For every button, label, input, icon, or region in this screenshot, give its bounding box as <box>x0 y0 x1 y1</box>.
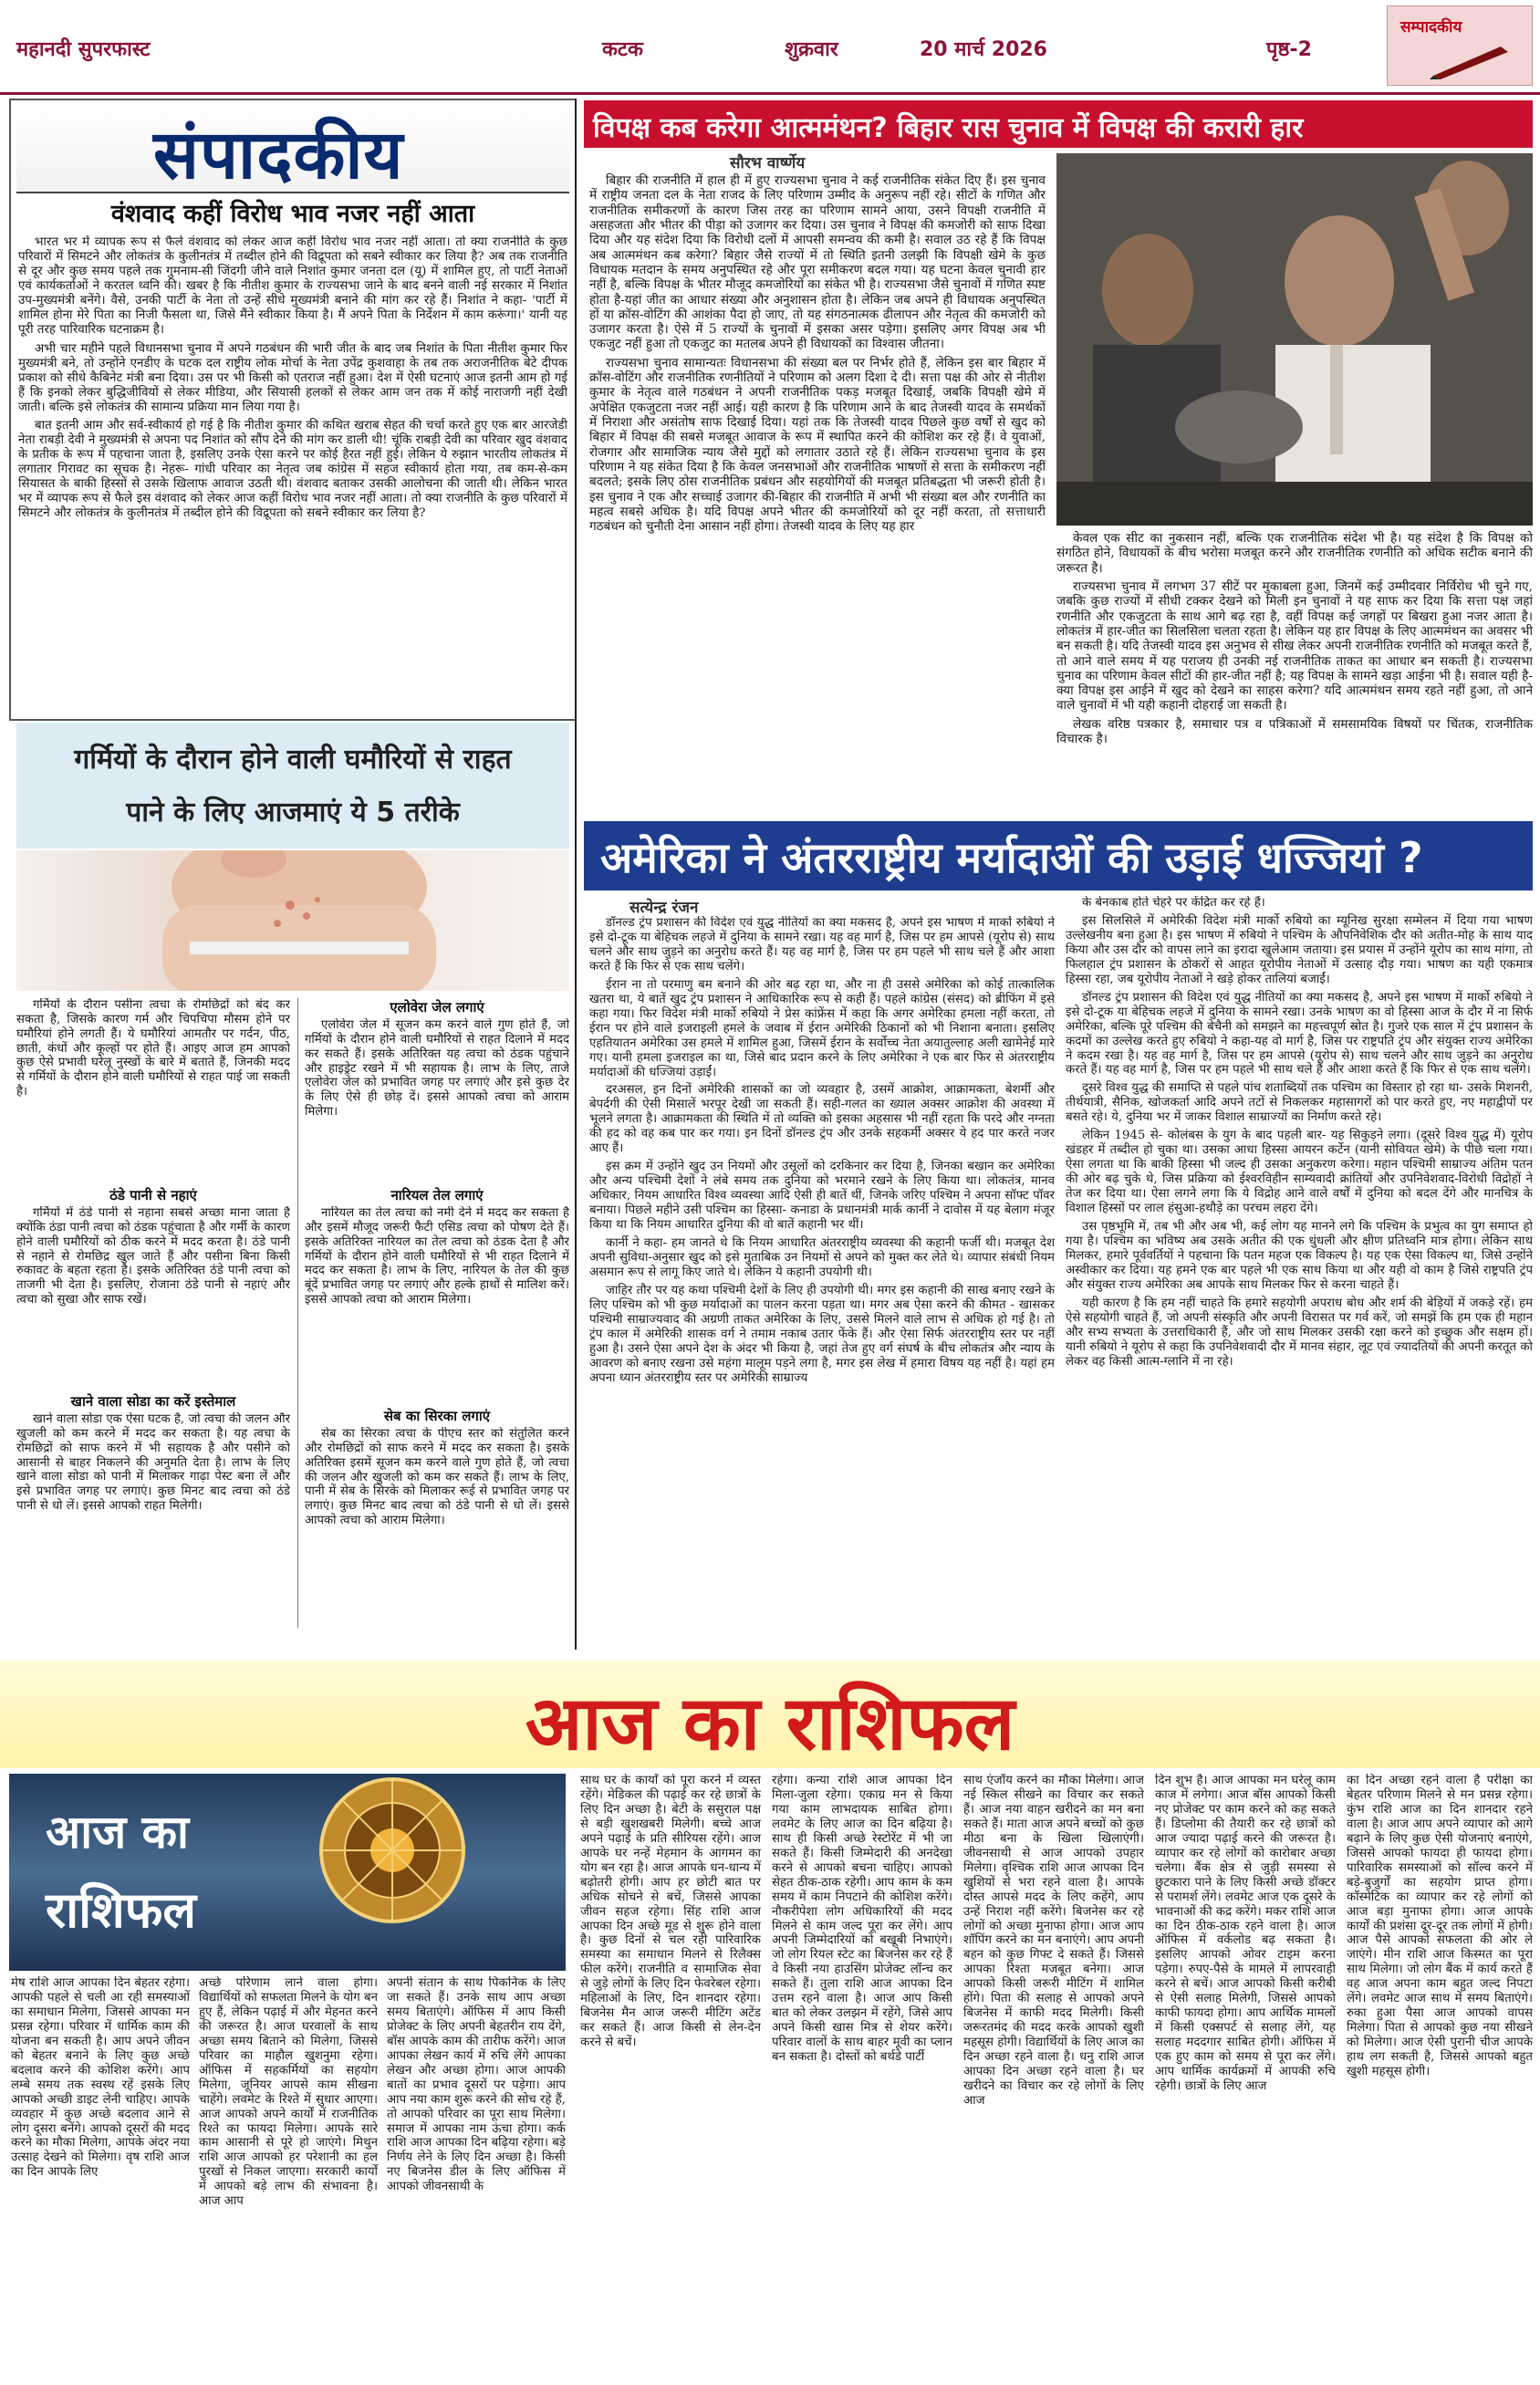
america-headline-bar <box>584 821 1533 890</box>
bihar-headline-bar <box>584 100 1533 148</box>
editorial-masthead-text: संपादकीय <box>153 116 404 194</box>
tip-heading-4: नारियल तेल लगाएं <box>390 1187 484 1203</box>
bihar-photo <box>1056 153 1533 526</box>
america-column-2 <box>1066 896 1533 1651</box>
pen-icon <box>1428 39 1519 81</box>
editorial-logo-text: सम्पादकीय <box>1400 18 1462 36</box>
woman-back-illustration <box>16 850 569 991</box>
health-headline-line-1: गर्मियों के दौरान होने वाली घमौरियों से राहत <box>74 744 512 776</box>
health-photo <box>16 850 569 991</box>
editorial-masthead <box>16 102 569 193</box>
editorial-title: वंशवाद कहीं विरोध भाव नजर नहीं आता <box>110 200 475 228</box>
bihar-byline: सौरभ वार्ष्णेय <box>730 154 806 172</box>
bihar-column-1 <box>589 173 1046 812</box>
america-column-1 <box>589 916 1055 1651</box>
weekday: शुक्रवार <box>785 38 838 61</box>
newspaper-name: महानदी सुपरफास्ट <box>16 38 151 61</box>
horoscope-column-3: अपनी संतान के साथ पिकनिक के लिए जा सकते हैं। उनके साथ आप अच्छा समय बिताएंगे। ऑफिस में आप किसी प्रोजेक्ट के लिए अपनी बेहतरीन राय देंगे, बॉस आपके काम की तारीफ करेंगे। आज आपका लेखन कार्य में रुचि लेंगे आपका लेखन और अच्छा होगा। आज आपकी बातों का प्रभाव दूसरों पर पड़ेगा। आप आप नया काम शुरू करने की सोच रहे हैं, तो आपको परिवार का पूरा साथ मिलेगा। समाज में आपका नाम ऊंचा होगा। कर्क राशि आज आपका दिन बढ़िया रहेगा। बड़े निर्णय लेने के लिए दिन अच्छा है। किसी नए बिजनेस डील के लिए ऑफिस में आपको जीवनसाथी के <box>387 1976 566 2194</box>
issue-date: 20 मार्च 2026 <box>920 38 1047 61</box>
editorial-paragraph: बात इतनी आम और सर्व-स्वीकार्य हो गई है कि नीतीश कुमार की कथित खराब सेहत की चर्चा करते हुए एक बार आरजेडी नेता राबड़ी देवी ने मुख्यमंत्री से अपना पद निशांत को सौंप देने की मांग कर डाली थी! चूंकि राबड़ी देवी का परिवार खुद वंशवाद के प्रतीक के रूप में पहचाना जाता है, इसलिए उनके ऐसा करने पर कोई हैरत नहीं हुई। लेकिन ये रुझान भारतीय लोकतंत्र में लगातार गिरावट का सूचक है। नेहरू- गांधी परिवार का नेतृत्व जब कांग्रेस में सहज स्वीकार्य होता गया, तब कम-से-कम सियासत के बाकी हिस्सों से उसके खिलाफ आवाज उठती थी। वंशवाद बताकर उसकी आलोचना की जाती थी। लेकिन भारत भर में व्यापक रूप से फैले इस वंशवाद को लेकर आज कहीं विरोध भाव नजर नहीं आता। तो क्या राजनीति के कुछ परिवारों में सिमटने और लोकतंत्र के कुलीनतंत्र में तब्दील होने की विद्रूपता को सबने स्वीकार कर लिया है? <box>18 418 567 521</box>
horoscope-column-6: साथ एंजॉय करने का मौका मिलेगा। आज नई स्किल सीखने का विचार कर सकते हैं। आज नया वाहन खरीदने का मन बना सकते हैं। माता आज अपने बच्चों को कुछ मीठा बना के खिला खिलाएंगी। जीवनसाथी से आज आपको उपहार मिलेगा। वृश्चिक राशि आज आपका दिन खुशियों से भरा रहने वाला है। आपके दोस्त आपसे मदद के लिए कहेंगे, आप उन्हें निराश नहीं करेंगे। बिजनेस कर रहे लोगों को अच्छा मुनाफा होगा। आज आप शॉपिंग करने का मन बनाएंगे। आप अपनी बहन को कुछ गिफ्ट दे सकते हैं। जिससे आपका रिश्ता मजबूत बनेगा। आज आपको किसी जरूरी मीटिंग में शामिल होंगे। पिता की सलाह से आपको अपने बिजनेस में काफी मदद मिलेगी। किसी जरूरतमंद की मदद करके आपको खुशी महसूस होगी। विद्यार्थियों के लिए आज का दिन अच्छा रहने वाला है। धनु राशि आज आपका दिन अच्छा रहने वाला है। घर खरीदने का विचार कर रहे लोगों के लिए आज <box>963 1774 1144 2108</box>
editorial-border-bottom <box>9 719 575 721</box>
tip-heading-2: खाने वाला सोडा का करें इस्तेमाल <box>70 1393 236 1410</box>
bihar-headline: विपक्ष कब करेगा आत्ममंथन? बिहार रास चुनाव में विपक्ष की करारी हार <box>593 112 1304 144</box>
tip-heading-5: सेब का सिरका लगाएं <box>383 1408 491 1424</box>
bihar-paragraph: केवल एक सीट का नुकसान नहीं, बल्कि एक राजनीतिक संदेश भी है। यह संदेश है कि विपक्ष को संगठित होने, विधायकों के बीच भरोसा मजबूत करने और राजनीतिक रणनीति को अधिक सटीक बनाने की जरूरत है। <box>1056 531 1533 576</box>
bihar-column-2 <box>1056 531 1533 805</box>
america-paragraph: दूसरे विश्व युद्ध की समाप्ति से पहले पांच शताब्दियों तक पश्चिम का विस्तार हो रहा था- उसके मिशनरी, तीर्थयात्री, सैनिक, खोजकर्ता आदि अपने तटों से निकलकर महासागरों को पार करते हुए, नए महाद्वीपों पर बसते रहे। ये, दुनिया भर में जाकर विशाल साम्राज्यों का निर्माण करते रहे। <box>1066 1081 1533 1125</box>
page-header <box>0 0 1540 95</box>
horoscope-banner <box>0 1661 1540 1768</box>
bihar-paragraph: राज्यसभा चुनाव सामान्यतः विधानसभा की संख्या बल पर निर्भर होते हैं, लेकिन इस बार बिहार में क्रॉस-वोटिंग और राजनीतिक रणनीतियों ने परिणाम को अलग दिशा दे दी। सत्ता पक्ष की ओर से नीतीश कुमार के नेतृत्व वाले गठबंधन ने अपनी राजनीतिक पकड़ मजबूत दिखाई, जबकि विपक्षी खेमे में अपेक्षित एकजुटता नजर नहीं आई। यही कारण है कि परिणाम आने के बाद तेजस्वी यादव के समर्थकों में निराशा और असंतोष साफ दिखाई दिया। यहां तक कि तेजस्वी यादव पिछले कुछ वर्षों से खुद को बिहार में विपक्ष की सबसे मजबूत आवाज के रूप में स्थापित करने की कोशिश कर रहे हैं। वे युवाओं, रोजगार और सामाजिक न्याय जैसे मुद्दों को लगातार उठाते रहे हैं। लेकिन राज्यसभा चुनाव के इस परिणाम ने यह संकेत दिया है कि केवल जनसभाओं और राजनीतिक भाषणों से सत्ता के समीकरण नहीं बदलते; इसके लिए ठोस राजनीतिक प्रबंधन और सहयोगियों की मजबूत प्रतिबद्धता भी जरूरी होती है। इस चुनाव ने एक और सच्चाई उजागर की-बिहार की राजनीति में अभी भी संख्या बल और रणनीति का महत्व सबसे अधिक है। यदि विपक्ष अपने भीतर की कमजोरियों को दूर नहीं करता, तो सत्ताधारी गठबंधन को चुनौती देना आसान नहीं होगा। तेजस्वी यादव के लिए यह हार <box>589 355 1046 535</box>
page-number: पृष्ठ-2 <box>1266 38 1312 61</box>
america-paragraph: यही कारण है कि हम नहीं चाहते कि हमारे सहयोगी अपराध बोध और शर्म की बेड़ियों में जकड़े रहें। हम ऐसे सहयोगी चाहते हैं, जो अपनी संस्कृति और अपनी विरासत पर गर्व करें, जो समझें कि हम एक ही महान और सभ्य सभ्यता के उत्तराधिकारी हैं, और जो साथ मिलकर उसकी रक्षा करने को इच्छुक और सक्षम हों। यानी रुबियो ने यूरोप से कहा कि उपनिवेशवादी दौर में मानव संहार, लूट एवं ज्यादतियों की अपनी करतूत को लेकर वह किसी आत्म-ग्लानि में ना रहे। <box>1066 1296 1533 1369</box>
horoscope-banner-title: आज का राशिफल <box>525 1681 1015 1767</box>
america-headline: अमेरिका ने अंतरराष्ट्रीय मर्यादाओं की उड़ाई धज्जियां ? <box>600 833 1423 882</box>
america-paragraph: उस पृष्ठभूमि में, तब भी और अब भी, कई लोग यह मानने लगे कि पश्चिम के प्रभुत्व का युग समाप्त हो गया है। पश्चिम का भविष्य अब उसके अतीत की एक धुंधली और क्षीण प्रतिध्वनि मात्र होगा। लेकिन साथ मिलकर, हमारे पूर्ववर्तियों ने पहचाना कि पतन महज एक विकल्प है। यह एक ऐसा विकल्प था, जिसे उन्होंने अस्वीकार कर दिया। यह हमने एक बार पहले भी एक साथ किया था और यही वो काम है जिसे राष्ट्रपति ट्रंप और संयुक्त राज्य अमेरिका अब आपके साथ मिलकर फिर से करना चाहते हैं। <box>1066 1220 1533 1292</box>
tip-text-2: खाने वाला सोडा एक ऐसा घटक है, जो त्वचा की जलन और खुजली को कम करने में मदद कर सकता है। यह त्वचा के रोमछिद्रों को साफ करने में भी सहायक है और पसीने को आसानी से बाहर निकलने की अनुमति देता है। लाभ के लिए खाने वाला सोडा को पानी में मिलाकर गाढ़ा पेस्ट बना लें और इसे प्रभावित जगह पर लगाएं। कुछ मिनट बाद त्वचा को ठंडे पानी से धो लें। इससे आपको राहत मिलेगी। <box>16 1412 290 1514</box>
america-paragraph: के बेनकाब होते चेहरे पर केंद्रित कर रहे हैं। <box>1082 896 1265 910</box>
horoscope-column-1: मेष राशि आज आपका दिन बेहतर रहेगा। आपकी पहले से चली आ रही समस्याओं का समाधान मिलेगा, जिससे आपका मन प्रसन्न रहेगा। परिवार में धार्मिक काम की योजना बन सकती है। आप अपने जीवन को बेहतर बनाने के लिए कुछ अच्छे बदलाव करने की कोशिश करेंगे। आप लम्बे समय तक स्वस्थ रहें इसके लिए आपको अच्छी डाइट लेनी चाहिए। आपके व्यवहार में कुछ अच्छे बदलाव आने से लोग दूसरा बनेंगे। आपको दूसरों की मदद करने का मौका मिलेगा, आपके अंदर नया उत्साह देखने को मिलेगा। वृष राशि आज का दिन आपके लिए <box>11 1976 190 2180</box>
america-paragraph: डॉनल्ड ट्रंप प्रशासन की विदेश एवं युद्ध नीतियों का क्या मकसद है, अपने इस भाषण में मार्को रुबियो ने इसे दो-टूक या बेहिचक लहजे में दुनिया के सामने रखा। उनके भाषण का वो हिस्सा आज के दौर में ना सिर्फ अमेरिका, बल्कि पूरे पश्चिम की बेचैनी को समझने का महत्त्वपूर्ण स्रोत है। गुजरे एक साल में ट्रंप प्रशासन के कदमों का उल्लेख करते हुए रुबियो ने कहा-यह वो मार्ग है, जिस पर राष्ट्रपति ट्रंप और संयुक्त राज्य अमेरिका ने कदम रखा है। यह वह मार्ग है, जिस पर हम आपसे (यूरोप से) साथ चलने और साथ जुड़ने का अनुरोध करते हैं। यह वह मार्ग है, जिस पर हम पहले भी साथ चले हैं और आशा करते हैं कि फिर से एक साथ चलेंगे। <box>1066 990 1533 1078</box>
america-paragraph: कार्नी ने कहा- हम जानते थे कि नियम आधारित अंतरराष्ट्रीय व्यवस्था की कहानी फर्जी थी। मजबूत देश अपनी सुविधा-अनुसार खुद को इसे मुताबिक उन नियमों से अपने को मुक्त कर लेते थे। व्यापार संबंधी नियम असमान रूप से लागू किए जाते थे। लेकिन ये कहानी उपयोगी थी। <box>589 1236 1055 1279</box>
america-paragraph: डॉनल्ड ट्रंप प्रशासन की विदेश एवं युद्ध नीतियों का क्या मकसद है, अपने इस भाषण में मार्को रुबियो ने इसे दो-टूक या बेहिचक लहजे में दुनिया के सामने रखा। यह वह मार्ग है, जिस पर हम आपसे (यूरोप से) साथ चलने और साथ जुड़ने का अनुरोध करते हैं। यह वह मार्ग है, जिस पर हम पहले भी साथ चले हैं और आशा करते हैं कि फिर से एक साथ चलेंगे। <box>589 916 1055 974</box>
bihar-paragraph: बिहार की राजनीति में हाल ही में हुए राज्यसभा चुनाव ने कई राजनीतिक संकेत दिए हैं। इस चुनाव में राष्ट्रीय जनता दल के नेता राजद के लिए परिणाम उम्मीद के अनुरूप नहीं रहे। सीटों के गणित और राजनीतिक समीकरणों के कारण जिस तरह का परिणाम सामने आया, उसने विपक्षी राजनीति में असहजता और भीतर की पीड़ा को उजागर कर दिया। उस चुनाव ने विपक्ष की कमजोरी को साफ दिखा दिया और यह संदेश दिया कि विरोधी दलों में आपसी समन्वय की कमी है। सवाल उठ रहे हैं कि विपक्ष अब आत्ममंथन कब करेगा? बिहार जैसे राज्यों में तो स्थिति इतनी उलझी कि विपक्षी खेमे के कुछ विधायक मतदान के समय अनुपस्थित रहे और पूरा समीकरण बदल गया। यह घटना केवल चुनावी हार नहीं है, बल्कि विपक्ष के भीतर मौजूद कमजोरियों का संकेत भी है। राज्यसभा जैसे चुनावों में गणित स्पष्ट होता है-यहां जीत का आधार संख्या और अनुशासन होता है। लेकिन जब अपने ही विधायक अनुपस्थित हों या क्रॉस-वोटिंग की आशंका पैदा हो जाए, तो यह संगठनात्मक ढीलापन और नेतृत्व की कमजोरी को उजागर करता है। ऐसे में 5 राज्यों के चुनावों में इसका असर पड़ेगा। इसलिए अगर विपक्ष अब भी एकजुट नहीं हुआ तो एकजुट का मतलब अपने ही विधायकों का विश्वास जीतना। <box>589 173 1046 352</box>
tip-text-5: सेब का सिरका त्वचा के पीएच स्तर को संतुलित करने और रोमछिद्रों को साफ करने में मदद कर सकता है। इसके अतिरिक्त इसमें सूजन कम करने वाले गुण होते हैं, जो त्वचा की जलन और खुजली को कम कर सकते हैं। लाभ के लिए, पानी में सेब के सिरके को मिलाकर रूई से प्रभावित जगह पर लगाएं। कुछ मिनट बाद त्वचा को ठंडे पानी से धो लें। इससे आपको त्वचा को आराम मिलेगा। <box>305 1427 569 1528</box>
horoscope-image-line-1: आज का <box>46 1806 189 1859</box>
editorial-paragraph: भारत भर में व्यापक रूप से फैले वंशवाद को लेकर आज कहीं विरोध भाव नजर नहीं आता। तो क्या राजनीति के कुछ परिवारों में सिमटने और लोकतंत्र के कुलीनतंत्र में तब्दील होने की विद्रूपता को सबने स्वीकार कर लिया है? अब तक राजनीति से दूर और कुछ समय पहले तक गुमनाम-सी जिंदगी जीने वाले निशांत कुमार जनता दल (यू) में शामिल हुए, तो पार्टी नेताओं एवं कार्यकर्ताओं ने करतल ध्वनि की। खबर है कि नीतीश कुमार के राज्यसभा जाने के बाद बनने वाली नई सरकार में निशांत उप-मुख्यमंत्री बनेंगे। वैसे, उनकी पार्टी के नेता तो उन्हें सीधे मुख्यमंत्री बनाने की मांग कर रहे हैं। निशांत ने कहा- 'पार्टी में शामिल होना मेरे पिता का निजी फैसला था, जिसे मैंने स्वीकार किया है। मैं अपने पिता के निर्देशन में काम करूंगा।' यानी यह पूरी तरह पारिवारिक घटनाक्रम है। <box>18 235 567 338</box>
city: कटक <box>602 38 643 61</box>
politicians-photo-illustration <box>1056 153 1533 526</box>
horoscope-column-4: साथ घर के कार्यों को पूरा करने में व्यस्त रहेंगे। मेडिकल की पढ़ाई कर रहे छात्रों के लिए दिन अच्छा है। बेटी के ससुराल पक्ष से बड़ी खुशखबरी मिलेगी। बच्चे आज अपने पढ़ाई के प्रति सीरियस रहेंगे। आज आपके घर नन्हें मेहमान के आगमन का योग बन रहा है। आज आपके धन-धान्य में बढ़ोतरी होगी। आप हर छोटी बात पर अधिक सोचने से बचें, जिससे आपका जीवन सहज रहेगा। सिंह राशि आज आपका दिन अच्छे मूड से शुरू होने वाला है। कुछ दिनों से चल रही पारिवारिक समस्या का समाधान मिलने से रिलैक्स फील करेंगे। राजनीति व सामाजिक सेवा से जुड़े लोगों के लिए दिन फेवरेबल रहेगा। महिलाओं के लिए, दिन शानदार रहेगा। बिजनेस मैन आज जरूरी मीटिंग अटेंड कर सकते हैं। आज किसी से लेन-देन करने से बचें। <box>580 1774 761 2050</box>
horoscope-column-7: दिन शुभ है। आज आपका मन घरेलू काम काज में लगेगा। आज बॉस आपको किसी नए प्रोजेक्ट पर काम करने को कह सकते हैं। डिप्लोमा की तैयारी कर रहे छात्रों को आज ज्यादा पढ़ाई करने की जरूरत है। व्यापार कर रहे लोगों को कारोबार अच्छा चलेगा। बैंक क्षेत्र से जुड़ी समस्या से छुटकारा पाने के लिए किसी अच्छे डॉक्टर से परामर्श लेंगे। लवमेट आज एक दूसरे के भावनाओं की कद्र करेंगे। मकर राशि आज का दिन ठीक-ठाक रहने वाला है। आज ऑफिस में वर्कलोड बढ़ सकता है। इसलिए आपको ओवर टाइम करना पड़ेगा। रुपए-पैसे के मामले में लापरवाही करने से बचें। आज आपको किसी करीबी से ऐसी सलाह मिलेगी, जिससे आपको काफी फायदा होगा। आप आर्थिक मामलों में किसी एक्सपर्ट से सलाह लेंगे, यह सलाह मददगार साबित होगी। ऑफिस में एक हुए काम को समय से पूरा कर लेंगे। आप धार्मिक कार्यक्रमों में आपकी रुचि रहेगी। छात्रों के लिए आज <box>1155 1774 1336 2094</box>
horoscope-image-line-2: राशिफल <box>46 1881 197 1939</box>
america-paragraph: इस क्रम में उन्होंने खुद उन नियमों और उसूलों को दरकिनार कर दिया है, जिनका बखान कर अमेरिका और अन्य पश्चिमी देशों ने लंबे समय तक दुनिया को भरमाने रखने के लिए किया था। लोकतंत्र, मानव अधिकार, नियम आधारित विश्व व्यवस्था आदि ऐसी ही बातें थीं, जिनके जरिए पश्चिम ने अपना सॉफ्ट पॉवर बनाया। पिछले महीने उसी पश्चिम का हिस्सा- कनाडा के प्रधानमंत्री मार्क कार्नी ने दावोस में यह बेलाग मंजूर किया था कि नियम आधारित दुनिया की वो बातें कहानी भर थीं। <box>589 1160 1055 1233</box>
tip-heading-3: एलोवेरा जेल लगाएं <box>390 999 484 1015</box>
health-divider <box>297 998 298 1628</box>
america-paragraph: जाहिर तौर पर यह कथा पश्चिमी देशों के लिए ही उपयोगी थी। मगर इस कहानी की साख बनाए रखने के लिए पश्चिम को भी कुछ मर्यादाओं का पालन करना पड़ता था। मगर अब ऐसा करने की कीमत - खासकर पश्चिमी साम्राज्यवाद की अग्रणी ताकत अमेरिका के लिए, उससे मिलने वाले लाभ से अधिक हो गई है। तो ट्रंप काल में अमेरिकी शासक वर्ग ने तमाम नकाब उतार फेंके हैं। और ऐसा सिर्फ अंतरराष्ट्रीय स्तर पर नहीं हुआ है। उसने ऐसा अपने देश के अंदर भी किया है, जहां तेज हुए वर्ग संघर्ष के बीच लोकतंत्र और न्याय के आवरण को बनाए रखना उसे महंगा मालूम पड़ने लगा है, मगर इस लेख में हमारा विषय यह नहीं है। यहां हम अपना ध्यान अंतरराष्ट्रीय स्तर पर अमेरिकी साम्राज्य <box>589 1283 1055 1385</box>
america-byline: सत्येन्द्र रंजन <box>630 899 699 917</box>
bihar-paragraph: राज्यसभा चुनाव में लगभग 37 सीटें पर मुकाबला हुआ, जिनमें कई उम्मीदवार निर्विरोध भी चुने गए, जबकि कुछ राज्यों में सीधी टक्कर देखने को मिली इन चुनावों ने यह साफ कर दिया कि सत्ता पक्ष जहां रणनीति और एकजुटता के साथ आगे बढ़ रहा है, वहीं विपक्ष कई जगहों पर बिखरा हुआ नजर आता है। लोकतंत्र में हार-जीत का सिलसिला चलता रहता है। लेकिन यह हार विपक्ष के लिए आत्ममंथन का अवसर भी बन सकती है। यदि तेजस्वी यादव इस अनुभव से सीख लेकर अपनी राजनीतिक रणनीति को मजबूत करते हैं, तो आने वाले समय में यह पराजय ही उनकी नई राजनीतिक ताकत का आधार बन सकती है। राज्यसभा चुनाव का परिणाम केवल सीटों की हार-जीत नहीं है; यह विपक्ष के सामने खड़ा आईना भी है। सवाल यही है-क्या विपक्ष इस आईने में खुद को देखने का साहस करेगा? यदि आत्ममंथन समय रहते नहीं हुआ, तो आने वाले चुनावों में भी यही कहानी दोहराई जा सकती है। <box>1056 578 1533 713</box>
editorial-border-top <box>9 99 575 100</box>
america-paragraph: दरअसल, इन दिनों अमेरिकी शासकों का जो व्यवहार है, उसमें आक्रोश, आक्रामकता, बेशर्मी और बेपर्दगी की ऐसी मिसालें भरपूर देखी जा सकती हैं। सही-गलत का ख्याल अक्सर आक्रोश की अवस्था में भूलने लगता है। आक्रामकता की स्थिति में तो व्यक्ति को इसका अहसास भी नहीं रहता कि परदे और नग्नता की हद को वह कब पार कर गया। इन दिनों डॉनल्ड ट्रंप और उनके सहकर्मी अक्सर ये हद पार करते नजर आए हैं। <box>589 1083 1055 1156</box>
tip-text-3: एलोवेरा जेल में सूजन कम करने वाले गुण होते हैं, जो गर्मियों के दौरान होने वाली घमौरियों से राहत दिलाने में मदद कर सकते हैं। इसके अतिरिक्त यह त्वचा को ठंडक पहुंचाने और हाइड्रेट रखने में भी सहायक है। लाभ के लिए, ताजे एलोवेरा जेल को प्रभावित जगह पर लगाएं और इसे कुछ देर के लिए ऐसे ही छोड़ दें। इससे आपको त्वचा को आराम मिलेगा। <box>305 1018 569 1120</box>
editorial-body <box>18 235 567 717</box>
tip-heading-1: ठंडे पानी से नहाएं <box>109 1187 197 1203</box>
america-paragraph: इस सिलसिले में अमेरिकी विदेश मंत्री मार्को रुबियो का म्यूनिख सुरक्षा सम्मेलन में दिया गया भाषण उल्लेखनीय बना हुआ है। इस भाषण में रुबियो ने पश्चिम के औपनिवेशिक दौर को अतीत-मोह के साथ याद किया और उस दौर को वापस लाने का इरादा खुलेआम जताया। इस प्रयास में उन्होंने यूरोप का साथ मांगा, तो फिलहाल ट्रंप प्रशासन के ठोकरों से आहत यूरोपीय नेताओं में उत्साह दौड़ गया। भाषण का यही एकमात्र हिस्सा रहा, जब यूरोपीय नेताओं ने खड़े होकर तालियां बजाईं। <box>1066 913 1533 986</box>
editorial-logo <box>1387 5 1533 86</box>
horoscope-column-5: रहेगा। कन्या राशि आज आपका दिन मिला-जुला रहेगा। एकाग्र मन से किया गया काम लाभदायक साबित होगा। लवमेट के लिए आज का दिन बढ़िया है। साथ ही किसी अच्छे रेस्टोरेंट में भी जा सकते हैं। किसी जिम्मेदारी की अनदेखा करने से आपको बचना चाहिए। आपको सेहत ठीक-ठाक रहेगी। आप काम के कम समय में काम निपटाने की कोशिश करेंगे। नौकरीपेशा लोग अधिकारियों की मदद मिलने से काम जल्द पूरा कर लेंगे। आप अपनी जिम्मेदारियों को बखूबी निभाएंगे। जो लोग रियल स्टेट का बिजनेस कर रहे हैं वे किसी नया हाउसिंग प्रोजेक्ट लॉन्च कर सकते हैं। तुला राशि आज आपका दिन उत्तम रहने वाला है। आज आप किसी बात को लेकर उलझन में रहेंगे, जिसे आप अपने किसी खास मित्र से शेयर करेंगे। परिवार वालों के साथ बाहर मूवी का प्लान बन सकता है। दोस्तों को बर्थडे पार्टी <box>772 1774 952 2065</box>
horoscope-column-8: का दिन अच्छा रहने वाला है परीक्षा का बेहतर परिणाम मिलने से मन प्रसन्न रहेगा। कुंभ राशि आज का दिन शानदार रहने वाला है। आज आप अपने व्यापार को आगे बढ़ाने के लिए कुछ ऐसी योजनाएं बनाएंगे, जिससे आपको फायदा ही फायदा होगा। पारिवारिक समस्याओं को सॉल्व करने में बड़े-बुजुर्गों का सहयोग प्राप्त होगा। कॉस्मेटिक का व्यापार कर रहे लोगों को आज बड़ा मुनाफा होगा। आज आपके कार्यों की प्रशंसा दूर-दूर तक लोगों में होगी। आज पैसे आपको सफलता की ओर ले जाएंगे। मीन राशि आज किस्मत का पूरा साथ मिलेगा। जो लोग बैंक में कार्य करते हैं वह आज अपना काम बहुत जल्द निपटा लेंगे। लवमेट आज साथ में समय बिताएंगे। रुका हुआ पैसा आज आपको वापस मिलेगा। पिता से आपको कुछ नया सीखने को मिलेगा। आज ऐसी पुरानी चीज आपके हाथ लग सकती है, जिससे आपको बहुत खुशी महसूस होगी। <box>1347 1774 1533 2079</box>
horoscope-image <box>9 1774 566 1971</box>
tip-text-1: गर्मियों में ठंडे पानी से नहाना सबसे अच्छा माना जाता है क्योंकि ठंडा पानी त्वचा को ठंडक पहुंचाता है और गर्मी के कारण होने वाली घमौरियों को ठीक करने में मदद करता है। ठंडे पानी से नहाने से रोमछिद्र खुल जाते हैं और पसीना बिना किसी रुकावट के बहता रहता है। इसके अतिरिक्त ठंडे पानी त्वचा को ताजगी भी देता है। इसलिए, रोजाना ठंडे पानी से नहाएं और त्वचा को सुखा और साफ रखें। <box>16 1206 290 1307</box>
health-headline-line-2: पाने के लिए आजमाएं ये 5 तरीके <box>126 797 460 828</box>
america-paragraph: ईरान ना तो परमाणु बम बनाने की ओर बढ़ रहा था, और ना ही उससे अमेरिका को कोई तात्कालिक खतरा था, ये बातें खुद ट्रंप प्रशासन ने आधिकारिक रूप से कही हैं। पहले कांग्रेस (संसद) को ब्रीफिंग में इसे कहा गया। फिर विदेश मंत्री मार्को रुबियो ने प्रेस कांफ्रेंस में कहा कि अगर अमेरिका हमला नहीं करता, तो ईरान पर होने वाले इजराइली हमले के जवाब में ईरान अमेरिकी ठिकानों को भी निशाना बनाता। इसलिए एहतियातन अमेरिका उस हमले में शामिल हुआ, जिसमें ईरान के सर्वोच्च नेता अयातुल्लाह अली खामेनेई मारे गए। यानी हमला इजराइल का था, जिसे बाद प्रदान करने के लिए अमेरिका ने एक बार फिर से अंतरराष्ट्रीय मर्यादाओं की धज्जियां उड़ाईं। <box>589 977 1055 1079</box>
health-intro: गर्मियों के दौरान पसीना त्वचा के रोमछिद्रों को बंद कर सकता है, जिसके कारण गर्म और चिपचिपा मौसम होने पर घमौरियां होने लगती हैं। ये घमौरियां आमतौर पर गर्दन, पीठ, छाती, कंधों और कूल्हों पर होते हैं। आइए आज हम आपको कुछ ऐसे प्रभावी घरेलू नुस्खों के बारे में बताते हैं, जिनकी मदद से गर्मियों के दौरान होने वाली घमौरियों से राहत पाई जा सकती है। <box>16 998 290 1099</box>
tip-text-4: नारियल का तेल त्वचा को नमी देने में मदद कर सकता है और इसमें मौजूद जरूरी फैटी एसिड त्वचा को पोषण देते हैं। इसके अतिरिक्त नारियल का तेल त्वचा को ठंडक देता है और गर्मियों के दौरान होने वाली घमौरियों से भी राहत दिलाने में मदद कर सकता है। लाभ के लिए, नारियल के तेल की कुछ बूंदें प्रभावित जगह पर लगाएं और हल्के हाथों से मालिश करें। इससे आपको त्वचा को आराम मिलेगा। <box>305 1206 569 1307</box>
column-divider <box>575 99 577 1650</box>
health-headline-band <box>16 723 569 849</box>
editorial-border-left <box>9 99 11 719</box>
america-paragraph: लेकिन 1945 से- कोलंबस के युग के बाद पहली बार- यह सिकुड़ने लगा। (दूसरे विश्व युद्ध में) यूरोप खंडहर में तब्दील हो चुका था। उसका आधा हिस्सा आयरन कर्टेन (यानी सोवियत खेमे) के पीछे चला गया। ऐसा लगता था कि बाकी हिस्सा भी जल्द ही उसका अनुकरण करेगा। महान पश्चिमी साम्राज्य अंतिम पतन की ओर बढ़ चुके थे, जिस प्रक्रिया को ईश्वरविहीन साम्यवादी क्रांतियों और उपनिवेशवाद-विरोधी विद्रोहों ने तेज कर दिया था। ऐसा लगने लगा कि ये विद्रोह आने वाले वर्षों में दुनिया को बदल देंगे और मानचित्र के विशाल हिस्सों पर लाल हंसुआ-हथौड़े का परचम लहरा देंगे। <box>1066 1129 1533 1216</box>
bihar-author-note: लेखक वरिष्ठ पत्रकार है, समाचार पत्र व पत्रिकाओं में समसामयिक विषयों पर चिंतक, राजनीतिक विचारक है। <box>1056 716 1533 747</box>
horoscope-column-2: अच्छे परिणाम लाने वाला होगा। विद्यार्थियों को सफलता मिलने के योग बन हुए हैं, लेकिन पढ़ाई में और मेहनत करने की जरूरत है। आज घरवालों के साथ अच्छा समय बिताने को मिलेगा, जिससे परिवार का माहौल खुशनुमा रहेगा। ऑफिस में सहकर्मियों का सहयोग मिलेगा, जूनियर आपसे काम सीखना चाहेंगे। लवमेट के रिश्ते में सुधार आएगा। आज आपको अपने कार्यों में राजनीतिक रिश्ते का फायदा मिलेगा। आपके सारे काम आसानी से पूरे हो जाएंगे। मिथुन राशि आज आपको हर परेशानी का हल पुरखों से निकल जाएगा। सरकारी कार्यों में आपको बड़े लाभ की संभावना है। आज आप <box>199 1976 378 2209</box>
editorial-paragraph: अभी चार महीने पहले विधानसभा चुनाव में अपने गठबंधन की भारी जीत के बाद जब निशांत के पिता नीतीश कुमार फिर मुख्यमंत्री बने, तो उन्होंने एनडीए के घटक दल राष्ट्रीय लोक मोर्चा के नेता उपेंद्र कुशवाहा के तब तक अराजनीतिक बेटे दीपक प्रकाश को सीधे कैबिनेट मंत्री बना दिया। उस पर भी किसी को एतराज नहीं हुआ। देश में ऐसी घटनाएं आज इतनी आम हो गई हैं कि इनको लेकर बुद्धिजीवियों से लेकर मीडिया, और सियासी हलकों से लेकर आम जन तक में कोई नाराजगी नहीं देखी जाती। बल्कि इसे लोकतंत्र की सामान्य प्रक्रिया मान लिया गया है। <box>18 341 567 414</box>
